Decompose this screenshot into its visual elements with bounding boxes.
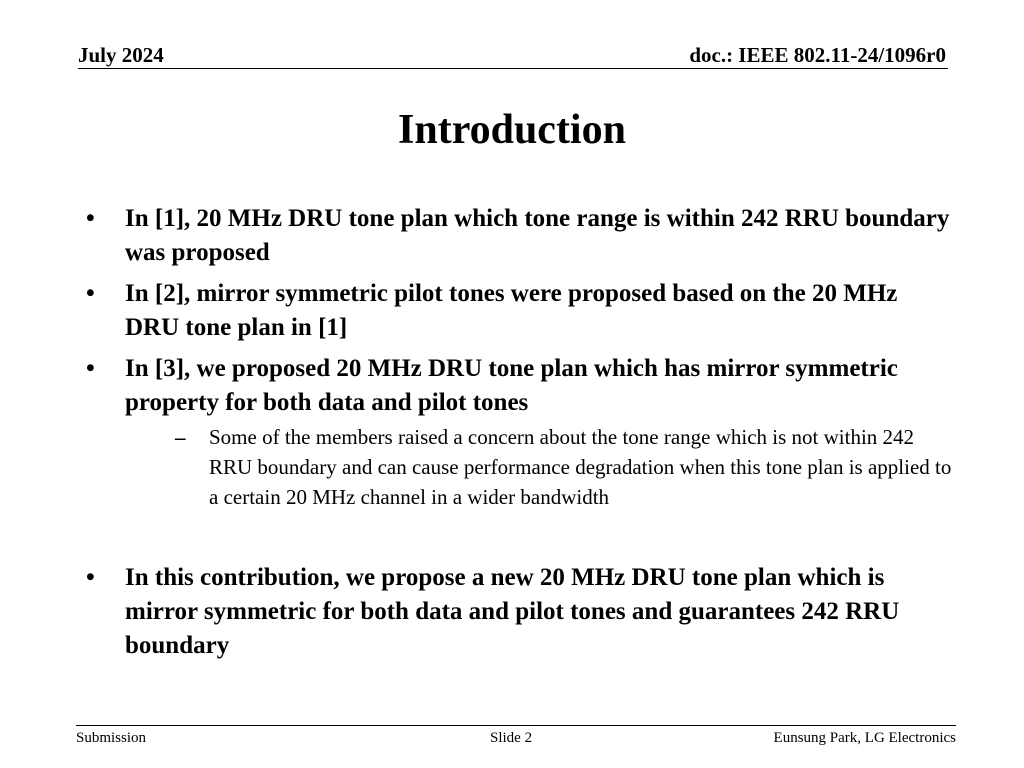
bullet-text: In this contribution, we propose a new 20 MHz DRU tone plan which is mirror symmetric for both data and pilot tones and guarantees 242 RRU boundary — [125, 564, 900, 659]
bullet-text: In [1], 20 MHz DRU tone plan which tone range is within 242 RRU boundary was proposed — [125, 205, 950, 266]
bullet-text: In [3], we proposed 20 MHz DRU tone plan which has mirror symmetric property for both data and pilot tones — [125, 355, 898, 416]
sub-bullet-item — [125, 422, 956, 512]
footer-slide-number: Slide 2 — [490, 730, 533, 746]
bullet-marker: • — [86, 355, 95, 382]
bullet-item-1 — [86, 202, 956, 270]
bullet-item-2 — [86, 277, 956, 345]
header-doc-number: doc.: IEEE 802.11-24/1096r0 — [689, 43, 946, 67]
header-divider — [78, 68, 948, 69]
sub-bullet-marker: – — [175, 425, 186, 449]
sub-bullet-text: Some of the members raised a concern about the tone range which is not within 242 RRU boundary and can cause performance degradation when this tone plan is applied to a certain 20 MHz channel in a wider bandwidth — [209, 425, 952, 509]
bullet-text: In [2], mirror symmetric pilot tones were proposed based on the 20 MHz DRU tone plan in [1] — [125, 280, 898, 341]
slide-body — [86, 202, 956, 670]
header-date: July 2024 — [78, 43, 164, 67]
bullet-item-4 — [86, 561, 956, 663]
footer-author: Eunsung Park, LG Electronics — [773, 730, 956, 746]
footer-divider — [76, 725, 956, 726]
slide-title: Introduction — [398, 107, 626, 153]
bullet-marker: • — [86, 564, 95, 591]
bullet-marker: • — [86, 205, 95, 232]
footer-submission: Submission — [76, 730, 147, 746]
bullet-marker: • — [86, 280, 95, 307]
bullet-item-3 — [86, 352, 956, 512]
bullet-spacer — [86, 519, 956, 561]
